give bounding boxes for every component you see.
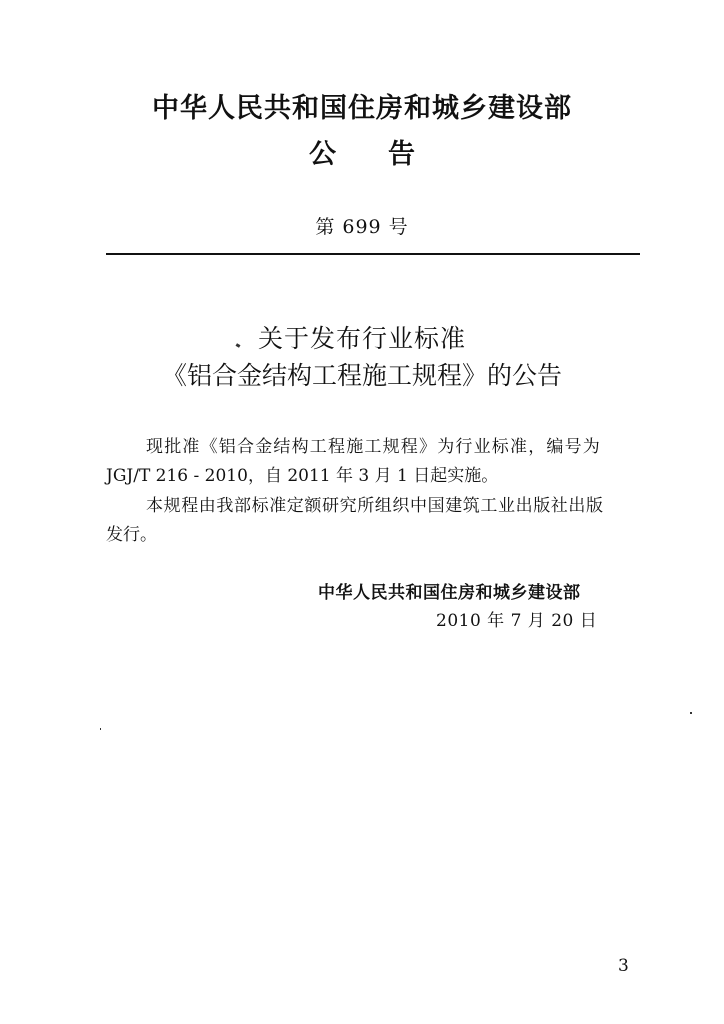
scan-mark [690,712,692,714]
scan-mark [100,728,101,730]
announcement-heading: 公告 [309,139,467,170]
title-line-2: 《铝合金结构工程施工规程》的公告 [161,361,562,390]
ministry-heading: 中华人民共和国住房和城乡建设部 [152,93,572,124]
body-paragraph-2-line-2: 发行。 [106,525,157,545]
page-number: 3 [618,956,629,976]
signature-issuer: 中华人民共和国住房和城乡建设部 [318,583,581,603]
announcement-number: 第 699 号 [315,216,409,238]
body-paragraph-2-line-1: 本规程由我部标准定额研究所组织中国建筑工业出版社出版 [146,496,604,516]
body-paragraph-1-line-2: JGJ/T 216 - 2010，自 2011 年 3 月 1 日起实施。 [106,466,499,486]
signature-date: 2010 年 7 月 20 日 [436,611,598,631]
body-paragraph-1-line-1: 现批准《铝合金结构工程施工规程》为行业标准，编号为 [146,437,601,457]
header-divider [106,253,640,255]
title-line-1: 关于发布行业标准 [257,324,466,353]
